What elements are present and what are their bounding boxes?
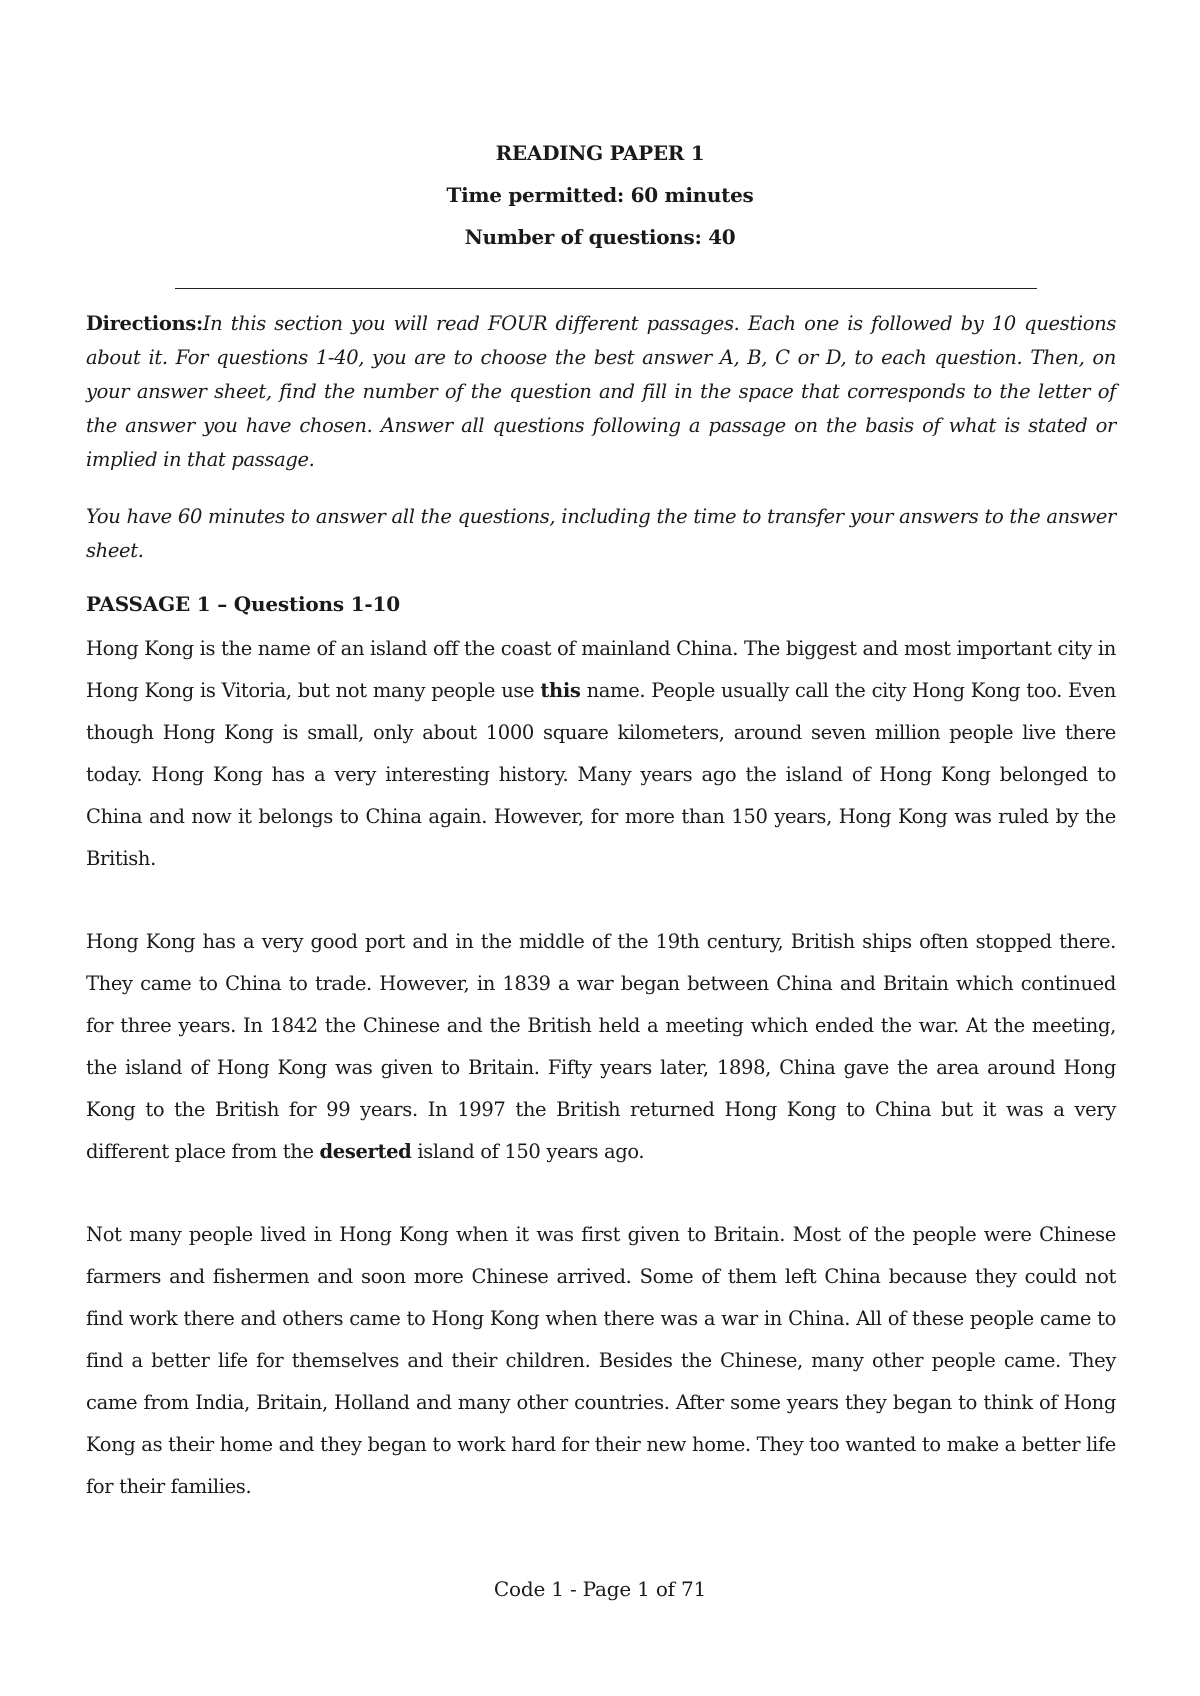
paragraph-2-text-a: Hong Kong has a very good port and in the middle of the 19th century, British ships often stopped there. They came to China to trade. However, in 1839 a war began between China and Britain which continued for three years. In 1842 the Chinese and the British held a meeting which ended the war. At the meeting, the island of Hong Kong was given to Britain. Fifty years later, 1898, China gave the area around Hong Kong to the British for 99 years. In 1997 the British returned Hong Kong to China but it was a very different place from the bbox=[86, 930, 1116, 1163]
passage-title: PASSAGE 1 – Questions 1-10 bbox=[86, 592, 400, 616]
passage-paragraph-2 bbox=[86, 921, 1116, 1173]
paragraph-2-bold-word: deserted bbox=[319, 1140, 412, 1163]
paragraph-2-text-b: island of 150 years ago. bbox=[411, 1140, 645, 1163]
passage-paragraph-3: Not many people lived in Hong Kong when it was first given to Britain. Most of the people were Chinese farmers and fishermen and soon more Chinese arrived. Some of them left China because they could not find work there and others came to Hong Kong when there was a war in China. All of these people came to find a better life for themselves and their children. Besides the Chinese, many other people came. They came from India, Britain, Holland and many other countries. After some years they began to think of Hong Kong as their home and they began to work hard for their new home. They too wanted to make a better life for their families. bbox=[86, 1223, 1116, 1498]
directions-label: Directions: bbox=[86, 312, 203, 335]
time-permitted: Time permitted: 60 minutes bbox=[446, 183, 754, 207]
number-of-questions: Number of questions: 40 bbox=[464, 225, 736, 249]
time-note: You have 60 minutes to answer all the questions, including the time to transfer your answers to the answer sheet. bbox=[86, 505, 1116, 562]
page-footer: Code 1 - Page 1 of 71 bbox=[493, 1577, 707, 1601]
paper-title: READING PAPER 1 bbox=[495, 141, 705, 165]
header-divider bbox=[175, 288, 1037, 289]
directions bbox=[86, 307, 1116, 477]
paragraph-1-text-a: Hong Kong is the name of an island off the coast of mainland China. The biggest and most important city in Hong Kong is Vitoria, but not many people use bbox=[86, 637, 1116, 702]
paragraph-1-text-b: name. People usually call the city Hong Kong too. Even though Hong Kong is small, only about 1000 square kilometers, around seven million people live there today. Hong Kong has a very interesting history. Many years ago the island of Hong Kong belonged to China and now it belongs to China again. However, for more than 150 years, Hong Kong was ruled by the British. bbox=[86, 679, 1117, 870]
directions-text: In this section you will read FOUR different passages. Each one is followed by 10 questions about it. For questions 1-40, you are to choose the best answer A, B, C or D, to each question. Then, on your answer sheet, find the number of the question and fill in the space that corresponds to the letter of the answer you have chosen. Answer all questions following a passage on the basis of what is stated or implied in that passage. bbox=[86, 312, 1116, 471]
passage-paragraph-1 bbox=[86, 628, 1116, 880]
paragraph-1-bold-word: this bbox=[540, 679, 581, 702]
